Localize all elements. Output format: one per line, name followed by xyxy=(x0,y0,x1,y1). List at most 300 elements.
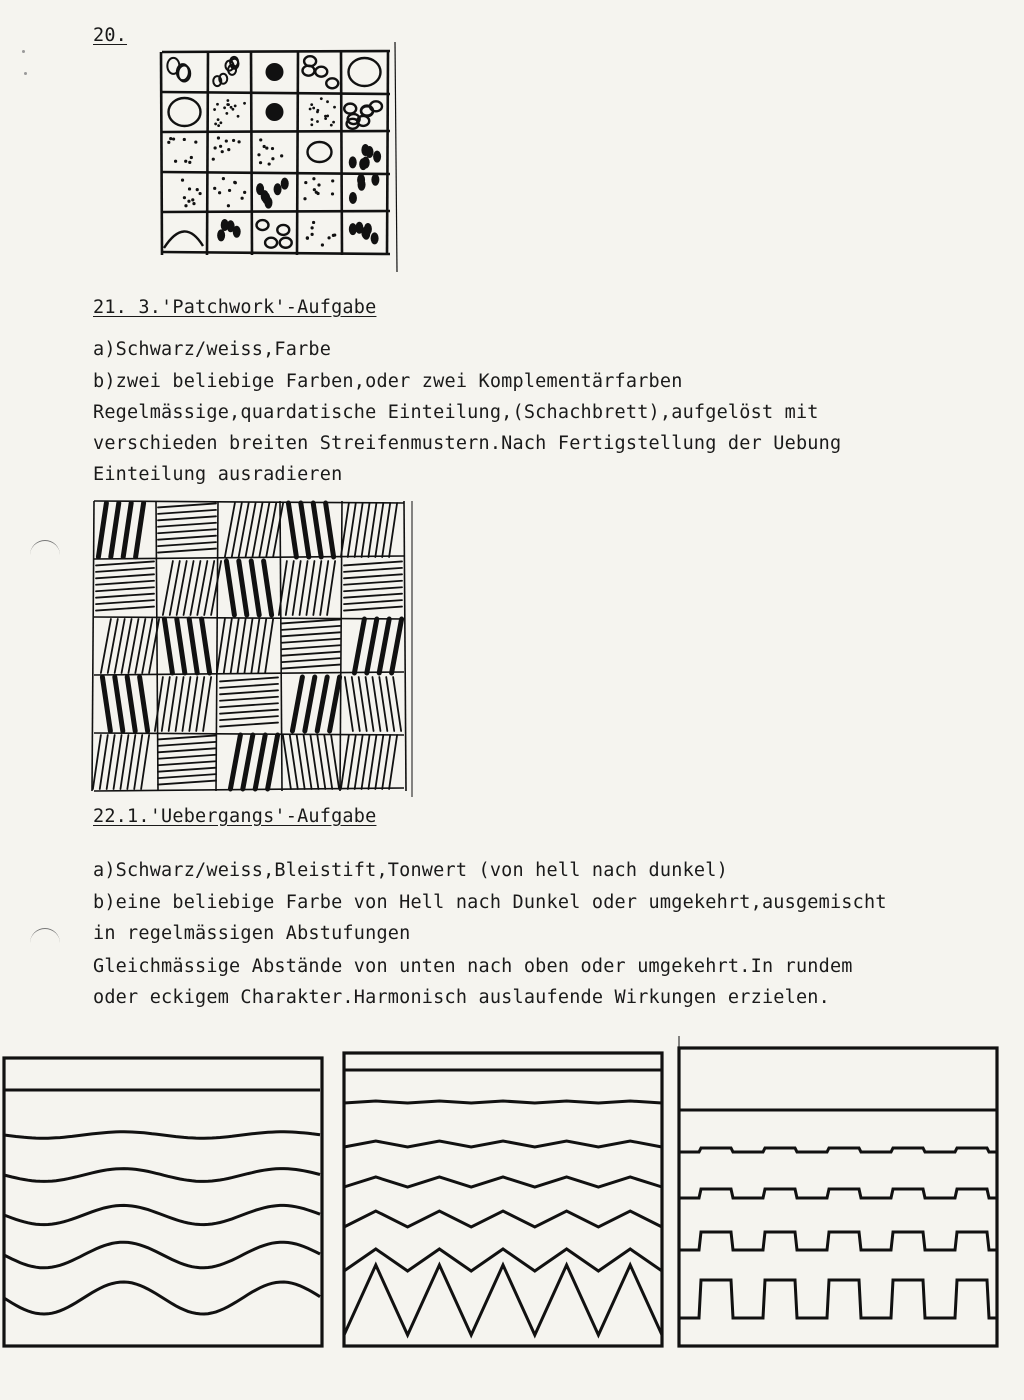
stripe xyxy=(283,735,291,789)
stripe xyxy=(310,735,318,789)
texture-spot xyxy=(349,156,357,168)
texture-dot xyxy=(231,108,234,111)
stripe xyxy=(379,677,387,731)
stripe xyxy=(127,677,135,731)
texture-dot xyxy=(187,200,190,203)
section-21-line: b)zwei beliebige Farben,oder zwei Komplementärfarben xyxy=(93,371,683,392)
stripe xyxy=(344,568,402,572)
section-21-line: Regelmässige,quardatische Einteilung,(Schachbrett),aufgelöst mit xyxy=(93,402,819,423)
texture-dot xyxy=(217,124,220,127)
edge-line xyxy=(395,42,397,272)
texture-dot xyxy=(310,103,313,106)
section-22-line: a)Schwarz/weiss,Bleistift,Tonwert (von hell nach dunkel) xyxy=(93,860,728,881)
texture-dot xyxy=(309,108,312,111)
texture-dot xyxy=(324,117,327,120)
section-22-line: oder eckigem Charakter.Harmonisch auslaufende Wirkungen erzielen. xyxy=(93,987,830,1008)
texture-ring xyxy=(315,67,327,77)
texture-spot xyxy=(364,223,372,235)
stripe xyxy=(158,510,216,514)
texture-spot xyxy=(366,146,374,158)
stripe xyxy=(203,677,211,731)
stripe xyxy=(202,619,210,673)
texture-dot xyxy=(265,146,268,149)
wave-line xyxy=(4,1132,320,1138)
stripe xyxy=(386,677,394,731)
texture-dot xyxy=(227,204,230,207)
grid-line xyxy=(340,501,342,791)
stripe xyxy=(220,703,278,707)
texture-spot xyxy=(233,226,241,238)
texture-dot xyxy=(174,160,177,163)
stripe xyxy=(366,677,374,731)
section-22-line: in regelmässigen Abstufungen xyxy=(93,923,411,944)
stripe xyxy=(96,587,154,591)
texture-dot xyxy=(228,189,231,192)
wave-line xyxy=(4,1282,320,1314)
stripe xyxy=(177,619,185,673)
stripe xyxy=(344,574,402,578)
stripe xyxy=(226,561,234,615)
stripe xyxy=(100,735,108,789)
step-line xyxy=(679,1280,997,1318)
box-frame xyxy=(4,1058,322,1346)
texture-dot xyxy=(232,139,235,142)
stripe xyxy=(158,781,216,785)
figure-21-patchwork-grid xyxy=(86,495,416,790)
texture-dot xyxy=(268,162,271,165)
stripe xyxy=(359,677,367,731)
stripe xyxy=(313,561,321,615)
texture-dot xyxy=(181,179,184,182)
texture-dot xyxy=(331,179,334,182)
texture-dot xyxy=(169,137,172,140)
stripe xyxy=(141,735,149,789)
stripe xyxy=(251,619,259,673)
stripe xyxy=(282,658,340,662)
stripe xyxy=(292,677,302,731)
section-21-line: Einteilung ausradieren xyxy=(93,464,343,485)
grid-line xyxy=(207,52,208,255)
grid-line xyxy=(94,501,404,503)
texture-dot xyxy=(184,160,187,163)
stripe xyxy=(96,581,154,585)
texture-dot xyxy=(259,138,262,141)
texture-dot xyxy=(237,140,240,143)
stripe xyxy=(344,581,402,585)
stripe xyxy=(290,735,298,789)
stripe xyxy=(382,735,390,789)
texture-dot xyxy=(310,123,313,126)
stripe xyxy=(344,607,402,611)
grid-line xyxy=(404,501,406,791)
stripe xyxy=(304,735,312,789)
stripe xyxy=(158,549,216,553)
stripe xyxy=(282,632,340,636)
stripe xyxy=(389,503,397,557)
stripe xyxy=(352,677,360,731)
texture-dot xyxy=(326,100,329,103)
stripe xyxy=(158,529,216,533)
stripe xyxy=(392,619,402,673)
stripe xyxy=(107,735,115,789)
step-line xyxy=(679,1232,997,1250)
stripe xyxy=(268,735,278,789)
texture-dot xyxy=(313,188,316,191)
texture-spot xyxy=(217,229,225,241)
stripe xyxy=(341,735,349,789)
stripe xyxy=(158,536,216,540)
grid-line xyxy=(162,131,390,132)
texture-dot xyxy=(234,104,237,107)
texture-dot xyxy=(312,177,315,180)
section-22-heading: 22.1.'Uebergangs'-Aufgabe xyxy=(93,806,377,827)
texture-dot xyxy=(188,187,191,190)
texture-dot xyxy=(333,106,336,109)
texture-ring xyxy=(256,220,268,230)
texture-dot xyxy=(306,236,309,239)
wave-line xyxy=(4,1242,320,1268)
stripe xyxy=(372,677,380,731)
texture-dot xyxy=(199,192,202,195)
grid-line xyxy=(251,52,252,255)
texture-dot xyxy=(217,118,220,121)
grid-line xyxy=(387,52,388,255)
texture-dot xyxy=(280,154,283,157)
stripe xyxy=(182,677,190,731)
texture-dot xyxy=(271,147,274,150)
grid-line xyxy=(162,211,390,212)
texture-dot xyxy=(311,118,314,121)
texture-dot xyxy=(303,197,306,200)
zigzag-line xyxy=(344,1141,662,1147)
grid-line xyxy=(94,733,404,735)
texture-ring xyxy=(277,225,289,235)
stripe xyxy=(120,735,128,789)
stripe xyxy=(368,503,376,557)
zigzag-line xyxy=(344,1177,662,1187)
texture-dot xyxy=(271,157,274,160)
texture-dot xyxy=(320,97,323,100)
texture-dot xyxy=(330,124,333,127)
stripe xyxy=(362,735,370,789)
grid-line xyxy=(94,672,404,675)
section-22-line: Gleichmässige Abstände von unten nach oben oder umgekehrt.In rundem xyxy=(93,956,853,977)
texture-dot xyxy=(316,120,319,123)
stripe xyxy=(282,645,340,649)
stripe xyxy=(158,542,216,546)
stripe xyxy=(297,735,305,789)
stripe xyxy=(320,561,328,615)
stripe xyxy=(136,503,144,557)
stripe xyxy=(293,561,301,615)
stripe xyxy=(158,768,216,772)
stripe xyxy=(238,619,246,673)
stripe xyxy=(140,677,148,731)
texture-dot xyxy=(183,196,186,199)
texture-dot xyxy=(263,145,266,148)
stripe xyxy=(96,568,154,572)
stripe xyxy=(217,619,225,673)
stripe xyxy=(264,561,272,615)
stripe xyxy=(189,619,197,673)
texture-dot xyxy=(226,99,229,102)
stripe xyxy=(327,561,335,615)
stripe xyxy=(265,619,273,673)
stripe xyxy=(162,677,170,731)
stripe xyxy=(286,561,294,615)
stripe xyxy=(305,677,315,731)
stripe xyxy=(282,639,340,643)
stripe xyxy=(301,503,309,557)
texture-dot xyxy=(243,191,246,194)
stripe xyxy=(164,619,172,673)
stripe xyxy=(127,735,135,789)
stripe xyxy=(282,626,340,630)
grid-line xyxy=(162,252,390,254)
grid-line xyxy=(156,501,158,791)
figure-22-step-box xyxy=(675,1040,1005,1350)
stripe xyxy=(389,735,397,789)
texture-dot xyxy=(243,102,246,105)
texture-dot xyxy=(227,103,230,106)
texture-dot xyxy=(216,103,219,106)
texture-dot xyxy=(217,136,220,139)
stripe xyxy=(123,503,131,557)
stripe xyxy=(348,735,356,789)
stripe xyxy=(158,748,216,752)
stripe xyxy=(344,594,402,598)
texture-dot xyxy=(237,115,240,118)
section-21-heading: 21. 3.'Patchwork'-Aufgabe xyxy=(93,297,377,318)
stripe xyxy=(324,735,332,789)
stripe xyxy=(176,677,184,731)
section-21-line: a)Schwarz/weiss,Farbe xyxy=(93,339,332,360)
stripe xyxy=(220,716,278,720)
texture-ring xyxy=(280,238,292,248)
stripe xyxy=(300,561,308,615)
texture-ring xyxy=(349,58,381,86)
stripe xyxy=(96,594,154,598)
texture-dot xyxy=(257,153,260,156)
texture-dot xyxy=(225,139,228,142)
texture-dot xyxy=(219,145,222,148)
stripe xyxy=(96,561,154,565)
texture-dot xyxy=(316,109,319,112)
texture-dot xyxy=(331,192,334,195)
grid-line xyxy=(94,556,404,559)
stripe xyxy=(355,503,363,557)
texture-dot xyxy=(213,108,216,111)
zigzag-line xyxy=(344,1211,662,1227)
texture-dot xyxy=(221,150,224,153)
texture-dot xyxy=(321,243,324,246)
texture-arc xyxy=(164,231,203,248)
texture-dot xyxy=(316,192,319,195)
stripe xyxy=(375,735,383,789)
wave-line xyxy=(4,1205,320,1224)
stripe xyxy=(134,735,142,789)
stripe xyxy=(231,619,239,673)
stripe xyxy=(224,619,232,673)
stripe xyxy=(220,723,278,727)
texture-dot xyxy=(190,156,193,159)
stripe xyxy=(98,503,106,557)
texture-dot xyxy=(311,233,314,236)
stripe xyxy=(111,503,119,557)
stripe xyxy=(282,665,340,669)
texture-spot xyxy=(264,197,272,209)
stripe xyxy=(220,684,278,688)
stripe xyxy=(348,503,356,557)
stripe xyxy=(354,619,364,673)
texture-dot xyxy=(219,121,222,124)
paper-speck xyxy=(22,50,25,53)
stripe xyxy=(282,652,340,656)
texture-dot xyxy=(184,204,187,207)
stripe xyxy=(169,677,177,731)
punch-hole-mark xyxy=(30,928,60,947)
stripe xyxy=(282,619,340,623)
grid-line xyxy=(92,501,94,791)
stripe xyxy=(331,735,339,789)
grid-line xyxy=(341,52,342,255)
stripe xyxy=(244,619,252,673)
stripe xyxy=(255,735,265,789)
texture-spot xyxy=(373,151,381,163)
texture-blob xyxy=(266,63,284,81)
texture-dot xyxy=(234,181,237,184)
texture-ring xyxy=(265,238,277,248)
texture-dot xyxy=(222,177,225,180)
zigzag-line xyxy=(344,1265,662,1335)
texture-dot xyxy=(311,226,314,229)
stripe xyxy=(344,587,402,591)
texture-dot xyxy=(214,146,217,149)
texture-spot xyxy=(371,232,379,244)
texture-dot xyxy=(213,187,216,190)
section-21-line: verschieden breiten Streifenmustern.Nach Fertigstellung der Uebung xyxy=(93,433,842,454)
stripe xyxy=(155,677,163,731)
texture-ring xyxy=(308,142,332,162)
figure-22-wave-box xyxy=(0,1050,330,1350)
texture-dot xyxy=(332,121,335,124)
stripe xyxy=(230,735,240,789)
zigzag-line xyxy=(344,1101,662,1103)
stripe xyxy=(288,503,296,557)
stripe xyxy=(158,503,216,507)
texture-dot xyxy=(194,140,197,143)
stripe xyxy=(196,677,204,731)
stripe xyxy=(379,619,389,673)
texture-dot xyxy=(167,141,170,144)
texture-spot xyxy=(221,219,229,231)
stripe xyxy=(382,503,390,557)
texture-dot xyxy=(333,233,336,236)
stripe xyxy=(220,677,278,681)
wave-line xyxy=(4,1169,320,1182)
grid-line xyxy=(161,52,162,255)
texture-ring xyxy=(344,104,356,114)
texture-dot xyxy=(183,138,186,141)
stripe xyxy=(344,600,402,604)
stripe xyxy=(220,690,278,694)
stripe xyxy=(158,761,216,765)
texture-spot xyxy=(281,178,289,190)
grid-line xyxy=(162,172,390,174)
texture-dot xyxy=(227,148,230,151)
stripe xyxy=(96,574,154,578)
texture-dot xyxy=(326,115,329,118)
texture-dot xyxy=(259,161,262,164)
stripe xyxy=(355,735,363,789)
stripe xyxy=(306,561,314,615)
texture-dot xyxy=(218,191,221,194)
grid-line xyxy=(280,501,282,791)
stripe xyxy=(344,561,402,565)
stripe xyxy=(158,516,216,520)
stripe xyxy=(243,735,253,789)
page-number: 20. xyxy=(93,25,128,46)
texture-spot xyxy=(371,174,379,186)
stripe xyxy=(158,774,216,778)
texture-spot xyxy=(359,158,367,170)
section-22-line: b)eine beliebige Farbe von Hell nach Dunkel oder umgekehrt,ausgemischt xyxy=(93,892,887,913)
stripe xyxy=(115,677,123,731)
stripe xyxy=(158,523,216,527)
texture-ring xyxy=(169,98,201,126)
stripe xyxy=(158,742,216,746)
stripe xyxy=(375,503,383,557)
stripe xyxy=(258,619,266,673)
texture-dot xyxy=(196,188,199,191)
stripe xyxy=(345,677,353,731)
stripe xyxy=(220,710,278,714)
paper-speck xyxy=(24,72,27,75)
stripe xyxy=(96,607,154,611)
texture-dot xyxy=(191,198,194,201)
figure-22-zigzag-box xyxy=(340,1045,670,1350)
stripe xyxy=(251,561,259,615)
texture-dot xyxy=(225,112,228,115)
punch-hole-mark xyxy=(30,540,60,559)
texture-spot xyxy=(349,223,357,235)
texture-dot xyxy=(212,158,215,161)
stripe xyxy=(220,697,278,701)
stripe xyxy=(102,677,110,731)
stripe xyxy=(158,755,216,759)
stripe xyxy=(158,735,216,739)
step-line xyxy=(679,1189,997,1198)
texture-dot xyxy=(304,181,307,184)
grid-line xyxy=(94,617,404,619)
grid-line xyxy=(297,52,298,255)
texture-dot xyxy=(317,183,320,186)
texture-dot xyxy=(192,202,195,205)
figure-20-texture-grid xyxy=(150,40,410,280)
texture-spot xyxy=(274,183,282,195)
texture-blob xyxy=(266,103,284,121)
texture-dot xyxy=(188,161,191,164)
stripe xyxy=(367,619,377,673)
texture-dot xyxy=(214,123,217,126)
grid-line xyxy=(162,92,390,94)
stripe xyxy=(239,561,247,615)
texture-dot xyxy=(312,221,315,224)
stripe xyxy=(317,735,325,789)
stripe xyxy=(313,503,321,557)
stripe xyxy=(317,677,327,731)
texture-spot xyxy=(357,174,365,186)
